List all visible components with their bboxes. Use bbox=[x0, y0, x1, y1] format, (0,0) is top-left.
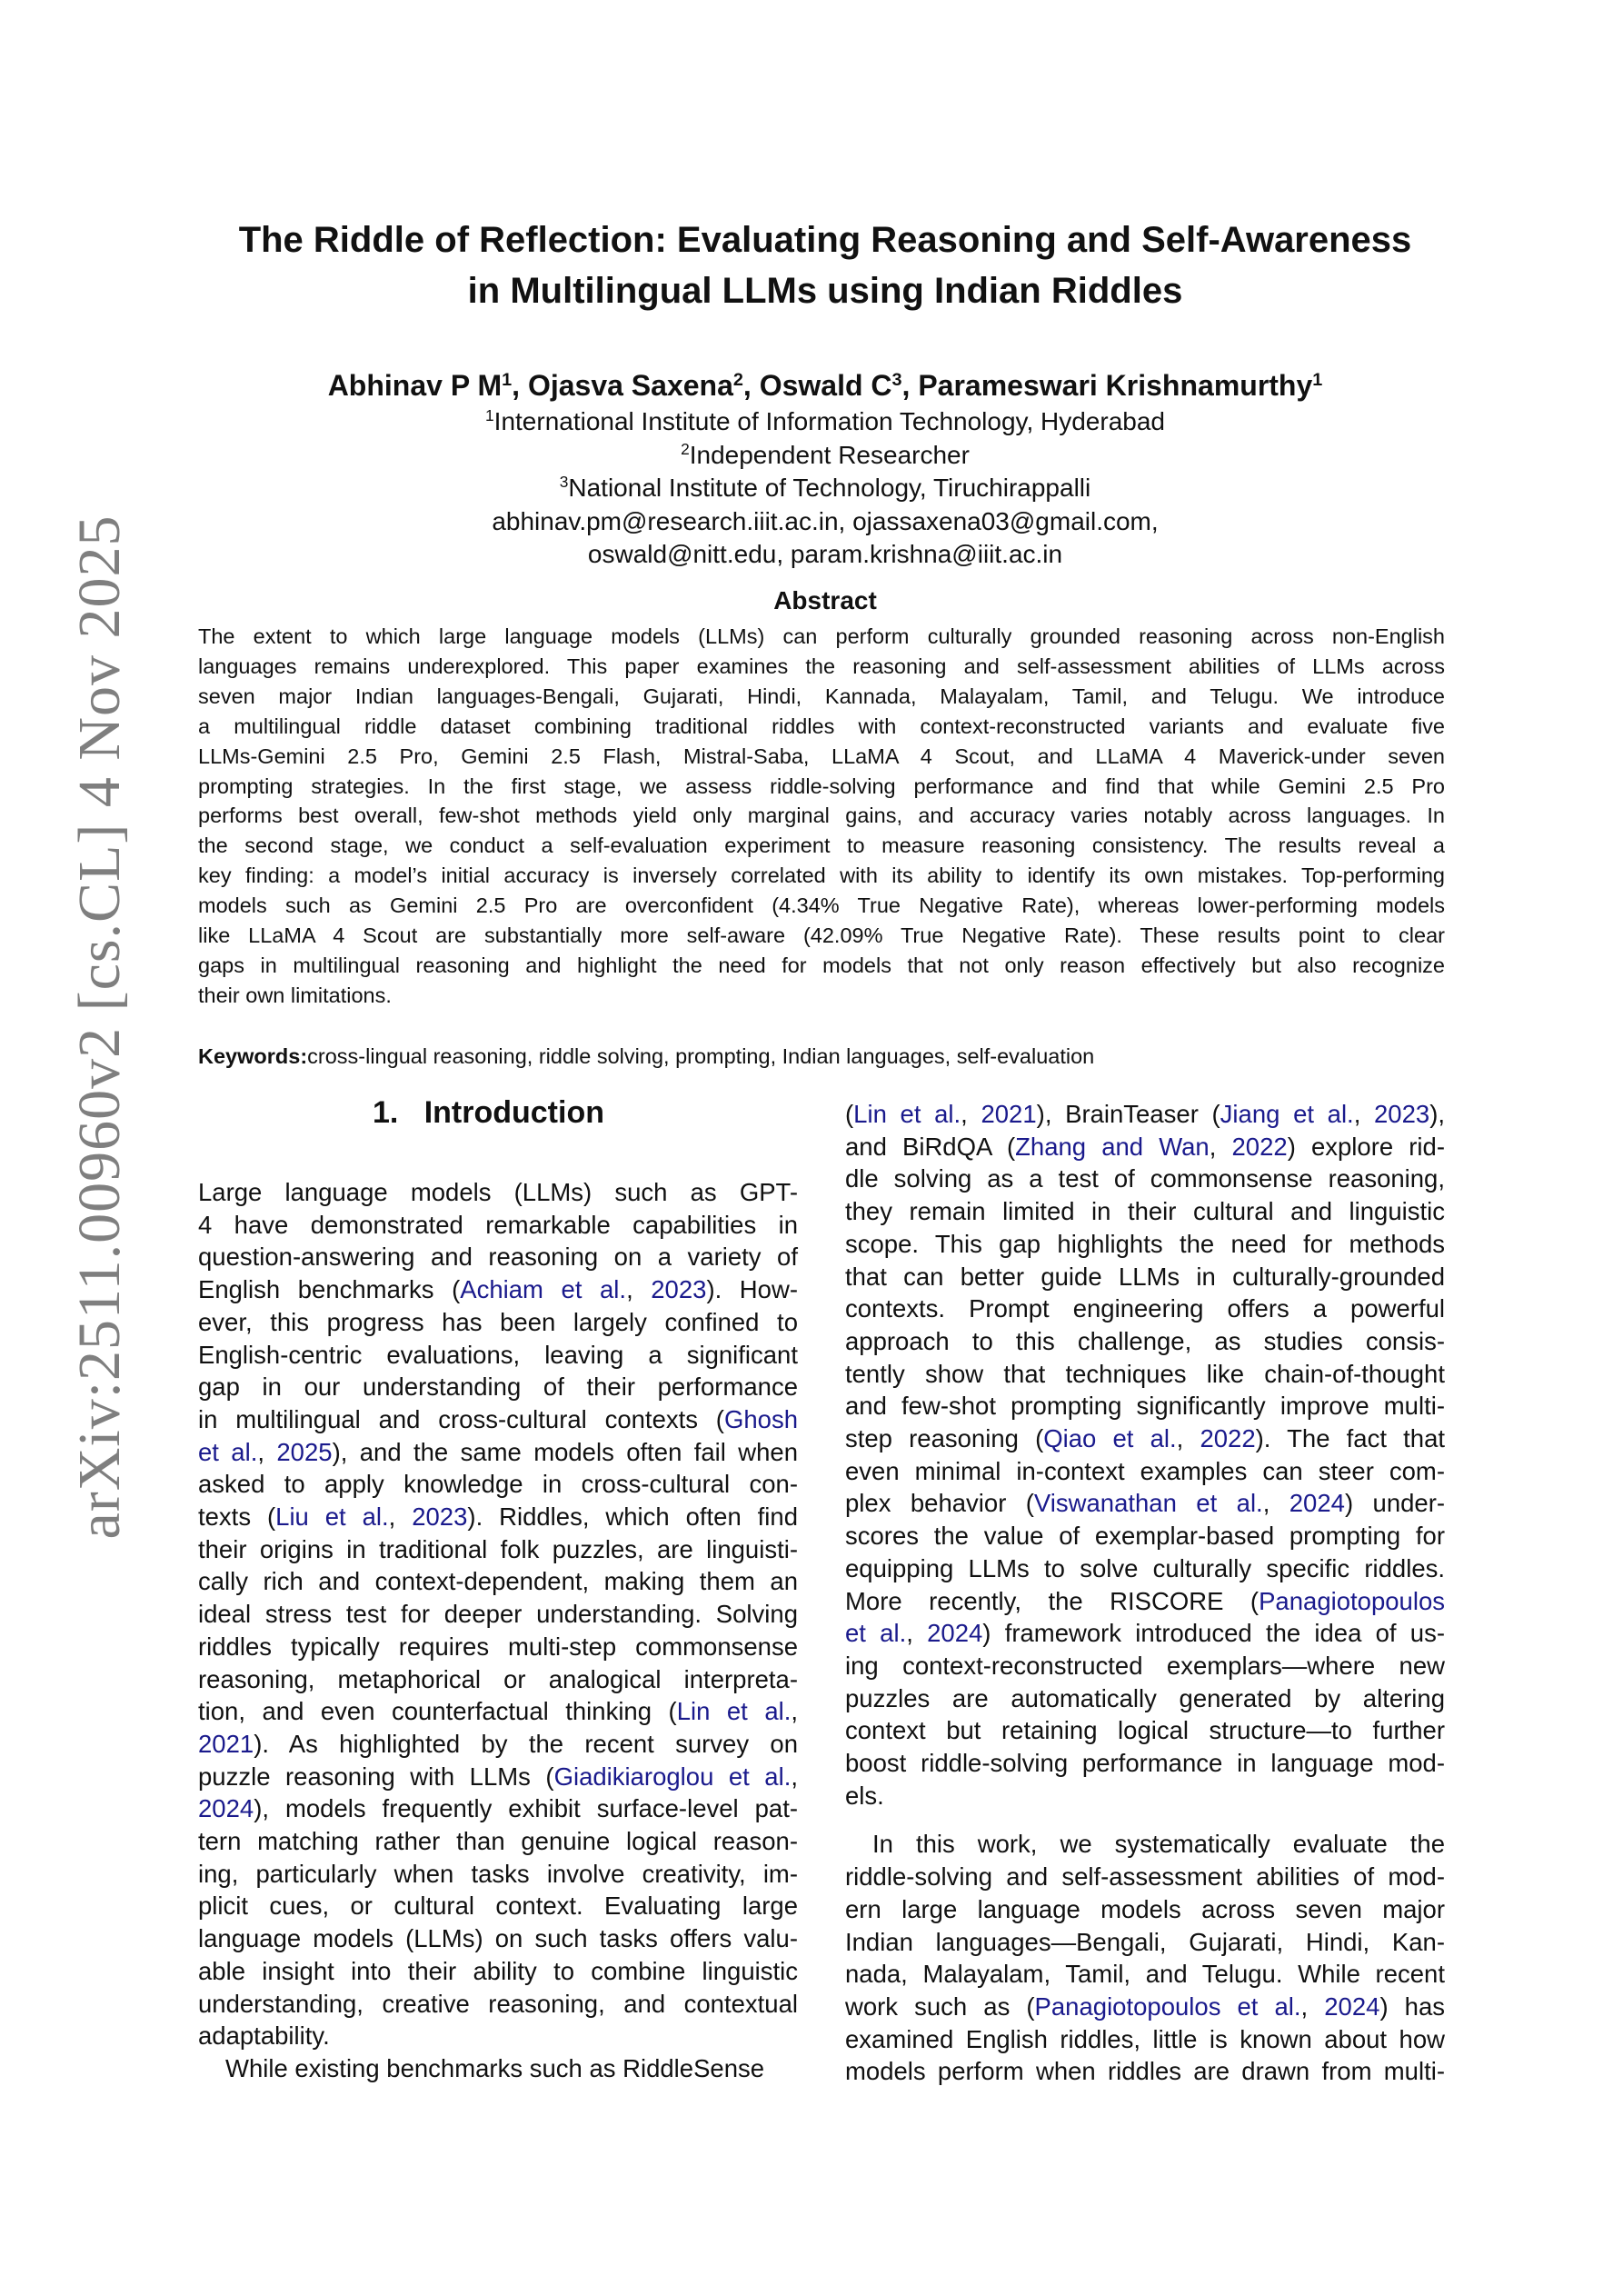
text-run: English benchmarks ( bbox=[198, 1275, 461, 1304]
text-run: scores the value of exemplar-based prompting for bbox=[845, 1522, 1445, 1551]
text-line bbox=[845, 1585, 1445, 1618]
text-run: tion, and even counterfactual thinking ( bbox=[198, 1697, 677, 1726]
citation-link[interactable]: 2025 bbox=[276, 1437, 333, 1466]
author-separator: , bbox=[512, 369, 528, 402]
author-name: Oswald C bbox=[759, 369, 892, 402]
text-line bbox=[198, 2052, 798, 2085]
affiliation-list bbox=[173, 405, 1478, 572]
text-run: ), models frequently exhibit surface-level pat- bbox=[254, 1794, 798, 1823]
text-line bbox=[845, 1163, 1445, 1195]
abstract-line: seven major Indian languages-Bengali, Gujarati, Hindi, Kannada, Malayalam, Tamil, and Telugu. We introduce bbox=[198, 684, 1445, 708]
affiliation-mark: 1 bbox=[485, 406, 494, 425]
text-run: in multilingual and cross-cultural contexts ( bbox=[198, 1404, 724, 1433]
text-run: puzzles are automatically generated by altering bbox=[845, 1683, 1445, 1712]
text-run: adaptability. bbox=[198, 2021, 330, 2051]
text-line bbox=[845, 1423, 1445, 1455]
text-line bbox=[198, 1598, 798, 1631]
text-run: tern matching rather than genuine logical reason- bbox=[198, 1827, 798, 1856]
text-run: ) framework introduced the idea of us- bbox=[982, 1619, 1446, 1648]
text-line bbox=[198, 1858, 798, 1891]
citation-link[interactable]: Lin et al. bbox=[853, 1100, 961, 1128]
paragraph-gap bbox=[845, 1812, 1445, 1828]
text-line bbox=[845, 1958, 1445, 1991]
author-separator: , bbox=[742, 369, 760, 402]
text-run: examined English riddles, little is known about how bbox=[845, 2024, 1445, 2053]
text-run: ing context-reconstructed exemplars—where new bbox=[845, 1651, 1445, 1680]
text-run: ). How- bbox=[706, 1275, 798, 1304]
text-run: boost riddle-solving performance in language mod- bbox=[845, 1749, 1445, 1778]
abstract-line: The extent to which large language models (LLMs) can perform culturally grounded reasoning across non-English bbox=[198, 624, 1445, 648]
text-run: and BiRdQA ( bbox=[845, 1132, 1016, 1161]
text-line bbox=[198, 1533, 798, 1566]
citation-link[interactable]: Lin et al. bbox=[676, 1697, 792, 1726]
citation-link[interactable]: 2024 bbox=[1324, 1992, 1380, 2021]
affiliation-text: Independent Researcher bbox=[689, 440, 970, 469]
citation-link[interactable]: Panagiotopoulos bbox=[1259, 1586, 1445, 1615]
citation-link[interactable]: 2023 bbox=[412, 1502, 468, 1532]
email-line: abhinav.pm@research.iiit.ac.in, ojassaxena03@gmail.com, bbox=[492, 506, 1159, 535]
text-line bbox=[845, 1780, 1445, 1812]
text-line bbox=[845, 1098, 1445, 1131]
abstract-line: gaps in multilingual reasoning and highlight the need for models that not only reason effectively but also recognize bbox=[198, 953, 1445, 977]
affiliation bbox=[173, 405, 1478, 439]
abstract-line: key finding: a model’s initial accuracy is inversely correlated with its ability to identify its own mistakes. Top-performing bbox=[198, 863, 1445, 888]
text-run: contexts. Prompt engineering offers a powerful bbox=[845, 1294, 1445, 1323]
text-line bbox=[845, 2055, 1445, 2088]
text-run: context but retaining logical structure—to further bbox=[845, 1716, 1445, 1745]
text-run: work such as ( bbox=[845, 1992, 1035, 2021]
text-line bbox=[845, 1714, 1445, 1747]
citation-link[interactable]: 2024 bbox=[198, 1794, 254, 1823]
text-line bbox=[845, 1861, 1445, 1893]
text-run: ing, particularly when tasks involve creativity, im- bbox=[198, 1859, 798, 1888]
text-run: approach to this challenge, as studies consis- bbox=[845, 1326, 1445, 1355]
citation-link[interactable]: 2024 bbox=[1289, 1489, 1345, 1518]
citation-link[interactable]: Ghosh bbox=[723, 1404, 798, 1433]
citation-link[interactable]: Jiang et al. bbox=[1220, 1100, 1354, 1128]
text-run: , bbox=[1300, 1992, 1325, 2021]
text-line bbox=[198, 1306, 798, 1339]
text-line bbox=[845, 1455, 1445, 1488]
abstract-line: like LLaMA 4 Scout are substantially more self-aware (42.09% True Negative Rate). These results point to clear bbox=[198, 923, 1445, 948]
text-line bbox=[845, 1293, 1445, 1325]
text-run: asked to apply knowledge in cross-cultural con- bbox=[198, 1470, 798, 1499]
section-title: Introduction bbox=[423, 1095, 604, 1130]
text-run: ). As highlighted by the recent survey on bbox=[254, 1729, 798, 1758]
affiliation-mark: 3 bbox=[559, 473, 569, 492]
citation-link[interactable]: Giadikiaroglou et al. bbox=[553, 1762, 792, 1791]
text-run: ) has bbox=[1379, 1992, 1445, 2021]
text-line bbox=[198, 1792, 798, 1825]
text-run: , bbox=[1353, 1100, 1374, 1128]
citation-link[interactable]: Liu et al. bbox=[275, 1502, 389, 1532]
author-affiliation-mark: 3 bbox=[891, 370, 902, 391]
text-line bbox=[845, 1228, 1445, 1261]
title-line: The Riddle of Reflection: Evaluating Reasoning and Self-Awareness bbox=[238, 220, 1412, 260]
abstract-line: languages remains underexplored. This paper examines the reasoning and self-assessment abilities of LLMs across bbox=[198, 654, 1445, 678]
text-run: , bbox=[791, 1697, 798, 1726]
author-separator: , bbox=[901, 369, 919, 402]
text-run: els. bbox=[845, 1781, 884, 1810]
citation-link[interactable]: 2022 bbox=[1200, 1424, 1256, 1453]
text-line bbox=[845, 1552, 1445, 1585]
title-line: in Multilingual LLMs using Indian Riddles bbox=[467, 271, 1183, 311]
text-line bbox=[198, 1501, 798, 1533]
author-affiliation-mark: 2 bbox=[732, 370, 743, 391]
text-line bbox=[198, 1728, 798, 1761]
text-run: , bbox=[906, 1619, 928, 1648]
text-line bbox=[198, 1890, 798, 1922]
text-run: tently show that techniques like chain-of-thought bbox=[845, 1359, 1445, 1388]
abstract-line: models such as Gemini 2.5 Pro are overconfident (4.34% True Negative Rate), whereas lower-performing models bbox=[198, 893, 1445, 918]
text-run: they remain limited in their cultural and linguistic bbox=[845, 1197, 1445, 1226]
text-line bbox=[198, 2020, 798, 2052]
text-run: reasoning, metaphorical or analogical interpreta- bbox=[198, 1664, 798, 1693]
text-line bbox=[198, 1273, 798, 1306]
abstract-line: LLMs-Gemini 2.5 Pro, Gemini 2.5 Flash, Mistral-Saba, LLaMA 4 Scout, and LLaMA 4 Maverick-under seven bbox=[198, 744, 1445, 768]
affiliation-text: National Institute of Technology, Tiruchirappalli bbox=[568, 474, 1091, 502]
text-run: ). Riddles, which often find bbox=[467, 1502, 799, 1532]
text-run: puzzle reasoning with LLMs ( bbox=[198, 1762, 554, 1791]
text-line bbox=[845, 1358, 1445, 1391]
arxiv-identifier: arXiv:2511.00960v2 [cs.CL] 4 Nov 2025 bbox=[66, 514, 133, 1540]
text-line bbox=[198, 1468, 798, 1501]
text-line bbox=[845, 1747, 1445, 1780]
abstract-heading: Abstract bbox=[773, 586, 877, 614]
text-run: ideal stress test for deeper understanding. Solving bbox=[198, 1600, 798, 1629]
author-name: Ojasva Saxena bbox=[527, 369, 733, 402]
text-run: In this work, we systematically evaluate the bbox=[872, 1830, 1445, 1859]
text-line bbox=[198, 1403, 798, 1436]
paper-title bbox=[173, 215, 1478, 316]
text-run: ), BrainTeaser ( bbox=[1036, 1100, 1220, 1128]
text-run: riddle-solving and self-assessment abilities of mod- bbox=[845, 1862, 1445, 1892]
text-run: , bbox=[1209, 1132, 1232, 1161]
text-run: plicit cues, or cultural context. Evaluating large bbox=[198, 1892, 798, 1921]
abstract-line: performs best overall, few-shot methods yield only marginal gains, and accuracy varies notably across languages. In bbox=[198, 804, 1445, 828]
citation-link[interactable]: 2023 bbox=[651, 1275, 707, 1304]
text-run: , bbox=[791, 1762, 798, 1791]
citation-link[interactable]: Panagiotopoulos et al. bbox=[1034, 1992, 1301, 2021]
text-line bbox=[845, 1195, 1445, 1228]
text-line bbox=[198, 1988, 798, 2021]
text-run: , bbox=[961, 1100, 981, 1128]
text-line bbox=[198, 1176, 798, 1209]
text-line bbox=[845, 1991, 1445, 2023]
abstract-line: the second stage, we conduct a self-evaluation experiment to measure reasoning consistency. The results reveal a bbox=[198, 834, 1445, 858]
text-line bbox=[845, 1520, 1445, 1552]
text-run: More recently, the RISCORE ( bbox=[845, 1586, 1260, 1615]
text-run: ever, this progress has been largely confined to bbox=[198, 1307, 798, 1336]
text-run: scope. This gap highlights the need for methods bbox=[845, 1229, 1445, 1258]
abstract-line: their own limitations. bbox=[198, 983, 392, 1007]
text-line bbox=[845, 1131, 1445, 1163]
text-run: ) explore rid- bbox=[1287, 1132, 1445, 1161]
text-run: understanding, creative reasoning, and contextual bbox=[198, 1989, 798, 2018]
text-run: , bbox=[626, 1275, 652, 1304]
text-line bbox=[845, 1650, 1445, 1682]
text-run: texts ( bbox=[198, 1502, 276, 1532]
text-run: ), bbox=[1429, 1100, 1445, 1128]
abstract-line: prompting strategies. In the first stage, we assess riddle-solving performance and find that while Gemini 2.5 Pro bbox=[198, 774, 1445, 798]
text-run: step reasoning ( bbox=[845, 1424, 1044, 1453]
text-run: , bbox=[1262, 1489, 1289, 1518]
text-line bbox=[845, 1926, 1445, 1959]
citation-link[interactable]: 2023 bbox=[1374, 1100, 1430, 1128]
citation-link[interactable]: Viswanathan et al. bbox=[1033, 1489, 1263, 1518]
text-line bbox=[198, 1922, 798, 1955]
text-run: nada, Malayalam, Tamil, and Telugu. While recent bbox=[845, 1960, 1445, 1989]
keywords-label: Keywords: bbox=[198, 1044, 308, 1068]
text-run: and few-shot prompting significantly improve multi- bbox=[845, 1392, 1445, 1421]
text-line bbox=[845, 1893, 1445, 1926]
text-run: their origins in traditional folk puzzles, are linguisti- bbox=[198, 1534, 798, 1563]
citation-link[interactable]: Zhang and Wan bbox=[1015, 1132, 1210, 1161]
abstract-line: a multilingual riddle dataset combining traditional riddles with context-reconstructed variants and evaluate five bbox=[198, 714, 1445, 738]
keywords-text: cross-lingual reasoning, riddle solving, prompting, Indian languages, self-evaluation bbox=[307, 1044, 1095, 1068]
text-line bbox=[198, 1663, 798, 1696]
text-line bbox=[845, 1261, 1445, 1293]
body-column-left bbox=[198, 1176, 798, 2085]
text-line bbox=[198, 1436, 798, 1469]
text-run: ), and the same models often fail when bbox=[332, 1437, 799, 1466]
section-number: 1. bbox=[373, 1095, 399, 1130]
text-run: Large language models (LLMs) such as GPT- bbox=[198, 1178, 798, 1206]
text-run: , bbox=[257, 1437, 277, 1466]
text-run: equipping LLMs to solve culturally specific riddles. bbox=[845, 1553, 1445, 1582]
author-name: Parameswari Krishnamurthy bbox=[918, 369, 1313, 402]
affiliation bbox=[173, 439, 1478, 473]
citation-link[interactable]: et al. bbox=[198, 1437, 258, 1466]
text-run: ern large language models across seven major bbox=[845, 1894, 1445, 1923]
text-run: ( bbox=[845, 1100, 854, 1128]
email-line: oswald@nitt.edu, param.krishna@iiit.ac.in bbox=[587, 540, 1063, 568]
text-line bbox=[845, 1682, 1445, 1715]
text-run: ) under- bbox=[1344, 1489, 1446, 1518]
abstract-body bbox=[198, 622, 1445, 1011]
text-run: cally rich and context-dependent, making them an bbox=[198, 1567, 798, 1596]
text-line bbox=[845, 1325, 1445, 1358]
text-line bbox=[198, 1565, 798, 1598]
text-line bbox=[198, 1955, 798, 1988]
citation-link[interactable]: Qiao et al. bbox=[1043, 1424, 1177, 1453]
text-line bbox=[198, 1695, 798, 1728]
citation-link[interactable]: 2024 bbox=[927, 1619, 983, 1648]
author-name: Abhinav P M bbox=[327, 369, 503, 402]
citation-link[interactable]: 2021 bbox=[981, 1100, 1037, 1128]
citation-link[interactable]: 2022 bbox=[1231, 1132, 1288, 1161]
text-line bbox=[845, 1617, 1445, 1650]
citation-link[interactable]: et al. bbox=[845, 1619, 907, 1648]
body-column-right bbox=[845, 1098, 1445, 2088]
text-line bbox=[198, 1825, 798, 1858]
text-line bbox=[198, 1371, 798, 1403]
text-run: ). The fact that bbox=[1255, 1424, 1446, 1453]
text-run: plex behavior ( bbox=[845, 1489, 1034, 1518]
text-line bbox=[845, 1828, 1445, 1861]
citation-link[interactable]: Achiam et al. bbox=[460, 1275, 627, 1304]
text-run: Indian languages—Bengali, Gujarati, Hindi, Kan- bbox=[845, 1927, 1445, 1956]
text-run: While existing benchmarks such as RiddleSense bbox=[225, 2053, 765, 2082]
affiliation bbox=[173, 472, 1478, 505]
text-run: even minimal in-context examples can steer com- bbox=[845, 1456, 1445, 1485]
text-line bbox=[845, 2023, 1445, 2056]
section-heading bbox=[373, 1093, 604, 1133]
text-run: riddles typically requires multi-step commonsense bbox=[198, 1632, 798, 1661]
text-run: gap in our understanding of their performance bbox=[198, 1373, 798, 1402]
text-run: language models (LLMs) on such tasks offers valu- bbox=[198, 1924, 798, 1953]
text-run: , bbox=[388, 1502, 413, 1532]
affiliation-text: International Institute of Information Technology, Hyderabad bbox=[493, 407, 1165, 435]
text-line bbox=[845, 1390, 1445, 1423]
author-affiliation-mark: 1 bbox=[502, 370, 513, 391]
author-affiliation-mark: 1 bbox=[1312, 370, 1323, 391]
text-run: , bbox=[1176, 1424, 1200, 1453]
text-line bbox=[198, 1631, 798, 1663]
text-line bbox=[198, 1209, 798, 1242]
keywords bbox=[198, 1042, 1094, 1071]
text-line bbox=[198, 1761, 798, 1793]
text-run: that can better guide LLMs in culturally-grounded bbox=[845, 1262, 1445, 1291]
text-run: able insight into their ability to combine linguistic bbox=[198, 1956, 798, 1985]
text-line bbox=[198, 1339, 798, 1372]
affiliation-mark: 2 bbox=[681, 439, 690, 458]
text-run: models perform when riddles are drawn from multi- bbox=[845, 2057, 1445, 2086]
text-line bbox=[845, 1487, 1445, 1520]
text-run: dle solving as a test of commonsense reasoning, bbox=[845, 1164, 1445, 1193]
text-line bbox=[198, 1241, 798, 1273]
text-run: 4 have demonstrated remarkable capabilities in bbox=[198, 1210, 798, 1239]
author-list bbox=[173, 365, 1478, 405]
text-run: question-answering and reasoning on a variety of bbox=[198, 1243, 798, 1272]
citation-link[interactable]: 2021 bbox=[198, 1729, 254, 1758]
text-run: English-centric evaluations, leaving a significant bbox=[198, 1340, 798, 1369]
